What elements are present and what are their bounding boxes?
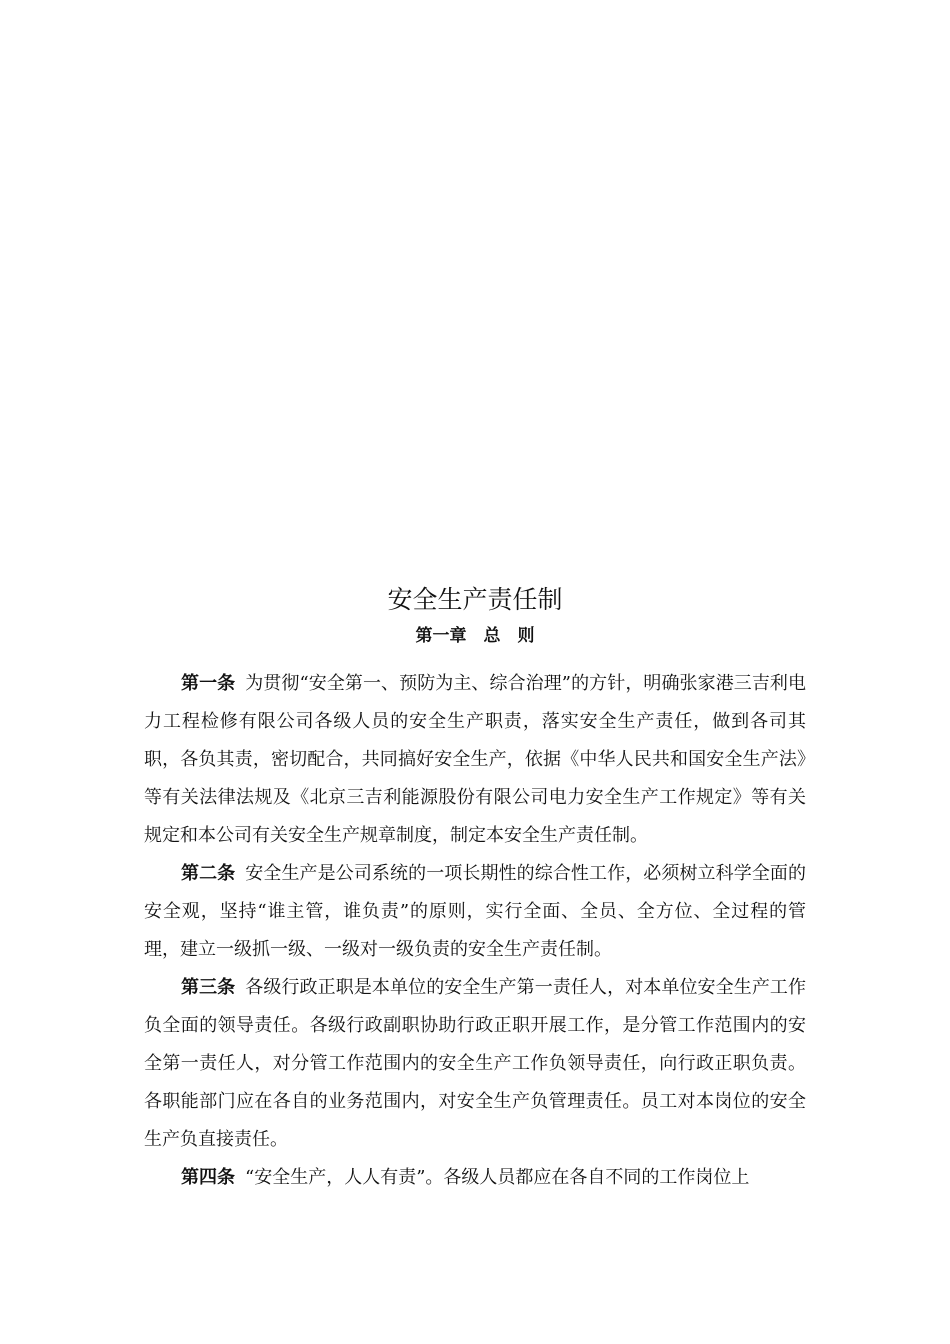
article-3	[144, 969, 806, 1159]
article-number: 第三条	[181, 977, 236, 998]
document-title: 安全生产责任制	[387, 585, 563, 614]
article-number: 第二条	[181, 863, 236, 884]
chapter-heading: 第一章 总 则	[415, 626, 535, 646]
article-1	[144, 665, 806, 855]
article-text: 各级行政正职是本单位的安全生产第一责任人，对本单位安全生产工作负全面的领导责任。各级行政副职协助行政正职开展工作，是分管工作范围内的安全第一责任人，对分管工作范围内的安全生产工作负领导责任，向行政正职负责。各职能部门应在各自的业务范围内，对安全生产负管理责任。员工对本岗位的安全生产负直接责任。	[144, 977, 807, 1150]
article-text: 安全生产是公司系统的一项长期性的综合性工作，必须树立科学全面的安全观，坚持“谁主管，谁负责”的原则，实行全面、全员、全方位、全过程的管理，建立一级抓一级、一级对一级负责的安全生产责任制。	[144, 863, 807, 960]
article-number: 第四条	[181, 1167, 235, 1188]
article-2	[144, 855, 806, 969]
article-text: 为贯彻“安全第一、预防为主、综合治理”的方针，明确张家港三吉利电力工程检修有限公司各级人员的安全生产职责，落实安全生产责任，做到各司其职，各负其责，密切配合，共同搞好安全生产，依据《中华人民共和国安全生产法》等有关法律法规及《北京三吉利能源股份有限公司电力安全生产工作规定》等有关规定和本公司有关安全生产规章制度，制定本安全生产责任制。	[144, 673, 807, 846]
article-number: 第一条	[181, 673, 236, 694]
article-4	[144, 1159, 806, 1197]
article-text: “安全生产，人人有责”。各级人员都应在各自不同的工作岗位上	[245, 1167, 750, 1188]
document-body	[144, 665, 806, 1197]
